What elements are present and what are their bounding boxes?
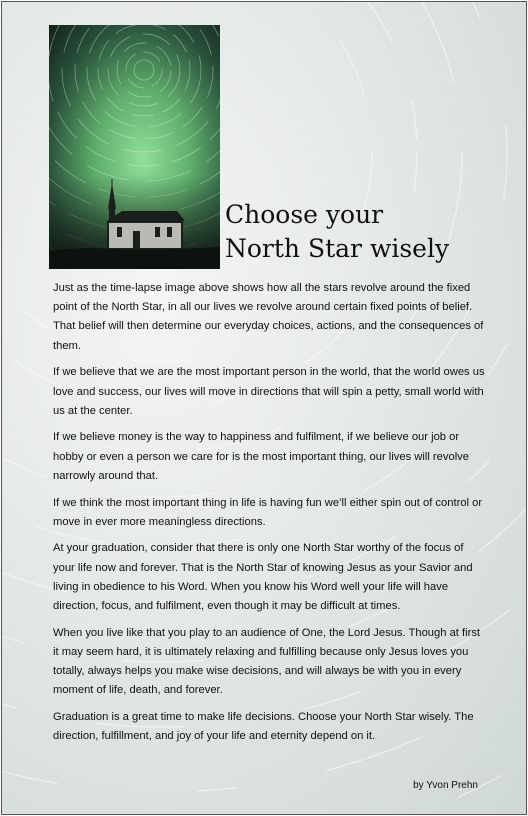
paragraph: Graduation is a great time to make life decisions. Choose your North Star wisely. The direction, fulfillment, and joy of your life and eternity depend on it.: [53, 711, 474, 743]
article-body: [53, 279, 487, 754]
title-line-1: Choose your: [225, 200, 384, 229]
author-byline: by Yvon Prehn: [413, 780, 478, 791]
page-title: [225, 198, 449, 266]
paragraph: If we believe money is the way to happiness and fulfilment, if we believe our job or hobby or even a person we care for is the most important thing, our lives will revolve narrowly around that.: [53, 431, 469, 482]
paragraph: At your graduation, consider that there is only one North Star worthy of the focus of your life now and forever. That is the North Star of knowing Jesus as your Savior and living in obedience to his Word. When you know his Word well your life will have direction, focus, and fulfilment, even though it may be difficult at times.: [53, 542, 473, 613]
paragraph: If we believe that we are the most important person in the world, that the world owes us love and success, our lives will move in directions that will spin a petty, small world with us at the center.: [53, 366, 485, 417]
paragraph: When you live like that you play to an audience of One, the Lord Jesus. Though at first it may seem hard, it is ultimately relaxing and fulfilling because only Jesus loves you totally, always helps you make wise decisions, and will always be with you in every moment of life, death, and forever.: [53, 626, 481, 697]
paragraph: Just as the time-lapse image above shows how all the stars revolve around the fixed point of the North Star, in all our lives we revolve around certain fixed points of belief. That belief will then determine our everyday choices, actions, and the consequences of them.: [53, 282, 484, 352]
flyer-page: [1, 1, 527, 815]
paragraph: If we think the most important thing in life is having fun we’ll either spin out of control or move in ever more meaningless directions.: [53, 496, 483, 528]
star-trails-church-photo: [49, 25, 220, 269]
title-line-2: North Star wisely: [225, 234, 450, 263]
